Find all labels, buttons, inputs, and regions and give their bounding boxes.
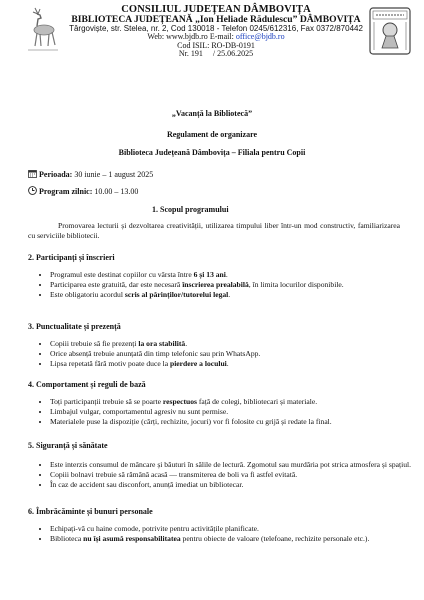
- list-item: • Toți participanții trebuie să se poarte respectuos față de colegi, bibliotecari și materiale.: [50, 397, 420, 407]
- list-item: • Lipsa repetată fără motiv poate duce la pierdere a locului.: [50, 359, 420, 369]
- list-item: • Echipați-vă cu haine comode, potrivite pentru activitățile planificate.: [50, 524, 420, 534]
- address-line: Târgoviște, str. Stelea, nr. 2, Cod 130018 - Telefon 0245/612316, Fax 0372/870442: [69, 24, 363, 34]
- list-item: • Este obligatoriu acordul scris al părinților/tutorelui legal.: [50, 290, 420, 300]
- paragraph: Promovarea lecturii și dezvoltarea creativității, utilizarea timpului liber într-un mod constructiv, familiarizarea cu serviciile bibliotecii.: [28, 221, 400, 241]
- period-label: Perioada:: [39, 170, 73, 179]
- list-item: • Participarea este gratuită, dar este necesară înscrierea prealabilă, în limita locurilor disponibile.: [50, 280, 420, 290]
- section-5-title: 5. Siguranță și sănătate: [28, 441, 108, 450]
- list-item: • În caz de accident sau disconfort, anunță imediat un bibliotecar.: [50, 480, 420, 490]
- schedule-label: Program zilnic:: [39, 187, 93, 196]
- letterhead: [64, 4, 368, 59]
- clock-icon: [28, 186, 37, 195]
- period-line: [28, 169, 153, 179]
- section-2-list: [36, 270, 420, 300]
- section-3-title: 3. Punctualitate și prezență: [28, 322, 121, 331]
- section-6-title: 6. Îmbrăcăminte și bunuri personale: [28, 507, 153, 516]
- section-3-list: [36, 339, 420, 369]
- institution-line: Biblioteca Județeană Dâmbovița – Filiala pentru Copii: [118, 148, 306, 157]
- email-link[interactable]: office@bjdb.ro: [235, 32, 285, 42]
- county-coat-of-arms-icon: [22, 6, 62, 54]
- county-council-name: CONSILIUL JUDEȚEAN DÂMBOVIȚA: [121, 4, 311, 15]
- list-item: • Materialele puse la dispoziție (cărți, rechizite, jocuri) vor fi folosite cu grijă și redate la final.: [50, 417, 420, 427]
- list-item: • Copiii bolnavi trebuie să rămână acasă — transmiterea de boli va fi astfel evitată.: [50, 470, 420, 480]
- website[interactable]: Web: www.bjdb.ro: [147, 32, 208, 42]
- schedule-line: [28, 186, 138, 196]
- email-label: E-mail:: [209, 32, 234, 42]
- list-item: • Copiii trebuie să fie prezenți la ora stabilită.: [50, 339, 420, 349]
- section-1-text: [28, 221, 400, 242]
- section-1-title: 1. Scopul programului: [152, 205, 229, 214]
- calendar-icon: [28, 169, 37, 178]
- list-item: • Biblioteca nu își asumă responsabilitatea pentru obiecte de valoare (telefoane, rechizite personale etc.).: [50, 534, 420, 544]
- isil-code: Cod ISIL: RO-DB-0191: [177, 40, 255, 50]
- section-4-list: [36, 397, 420, 427]
- list-item: • Limbajul vulgar, comportamentul agresiv nu sunt permise.: [50, 407, 420, 417]
- reg-nr: Nr. 191: [178, 49, 203, 59]
- period-value: 30 iunie – 1 august 2025: [72, 170, 154, 179]
- library-name: BIBLIOTECA JUDEȚEANĂ „Ion Heliade Rădulescu” DÂMBOVIȚA: [71, 14, 361, 26]
- reg-date: / 25.06.2025: [212, 49, 254, 59]
- section-4-title: 4. Comportament și reguli de bază: [28, 380, 146, 389]
- registration-number: [64, 50, 368, 58]
- section-2-title: 2. Participanți și înscrieri: [28, 253, 115, 262]
- list-item: • Este interzis consumul de mâncare și băuturi în sălile de lectură. Zgomotul sau murdăria pot strica atmosfera și spațiul.: [50, 460, 420, 470]
- library-emblem-icon: [368, 6, 412, 56]
- list-item: • Programul este destinat copiilor cu vârsta între 6 și 13 ani.: [50, 270, 420, 280]
- document-title: „Vacanță la Bibliotecă”: [171, 109, 253, 118]
- section-6-list: [36, 524, 420, 544]
- list-item: • Orice absență trebuie anunțată din timp telefonic sau prin WhatsApp.: [50, 349, 420, 359]
- schedule-value: 10.00 – 13.00: [92, 187, 139, 196]
- section-5-list: [36, 460, 420, 490]
- document-subtitle: Regulament de organizare: [166, 130, 258, 139]
